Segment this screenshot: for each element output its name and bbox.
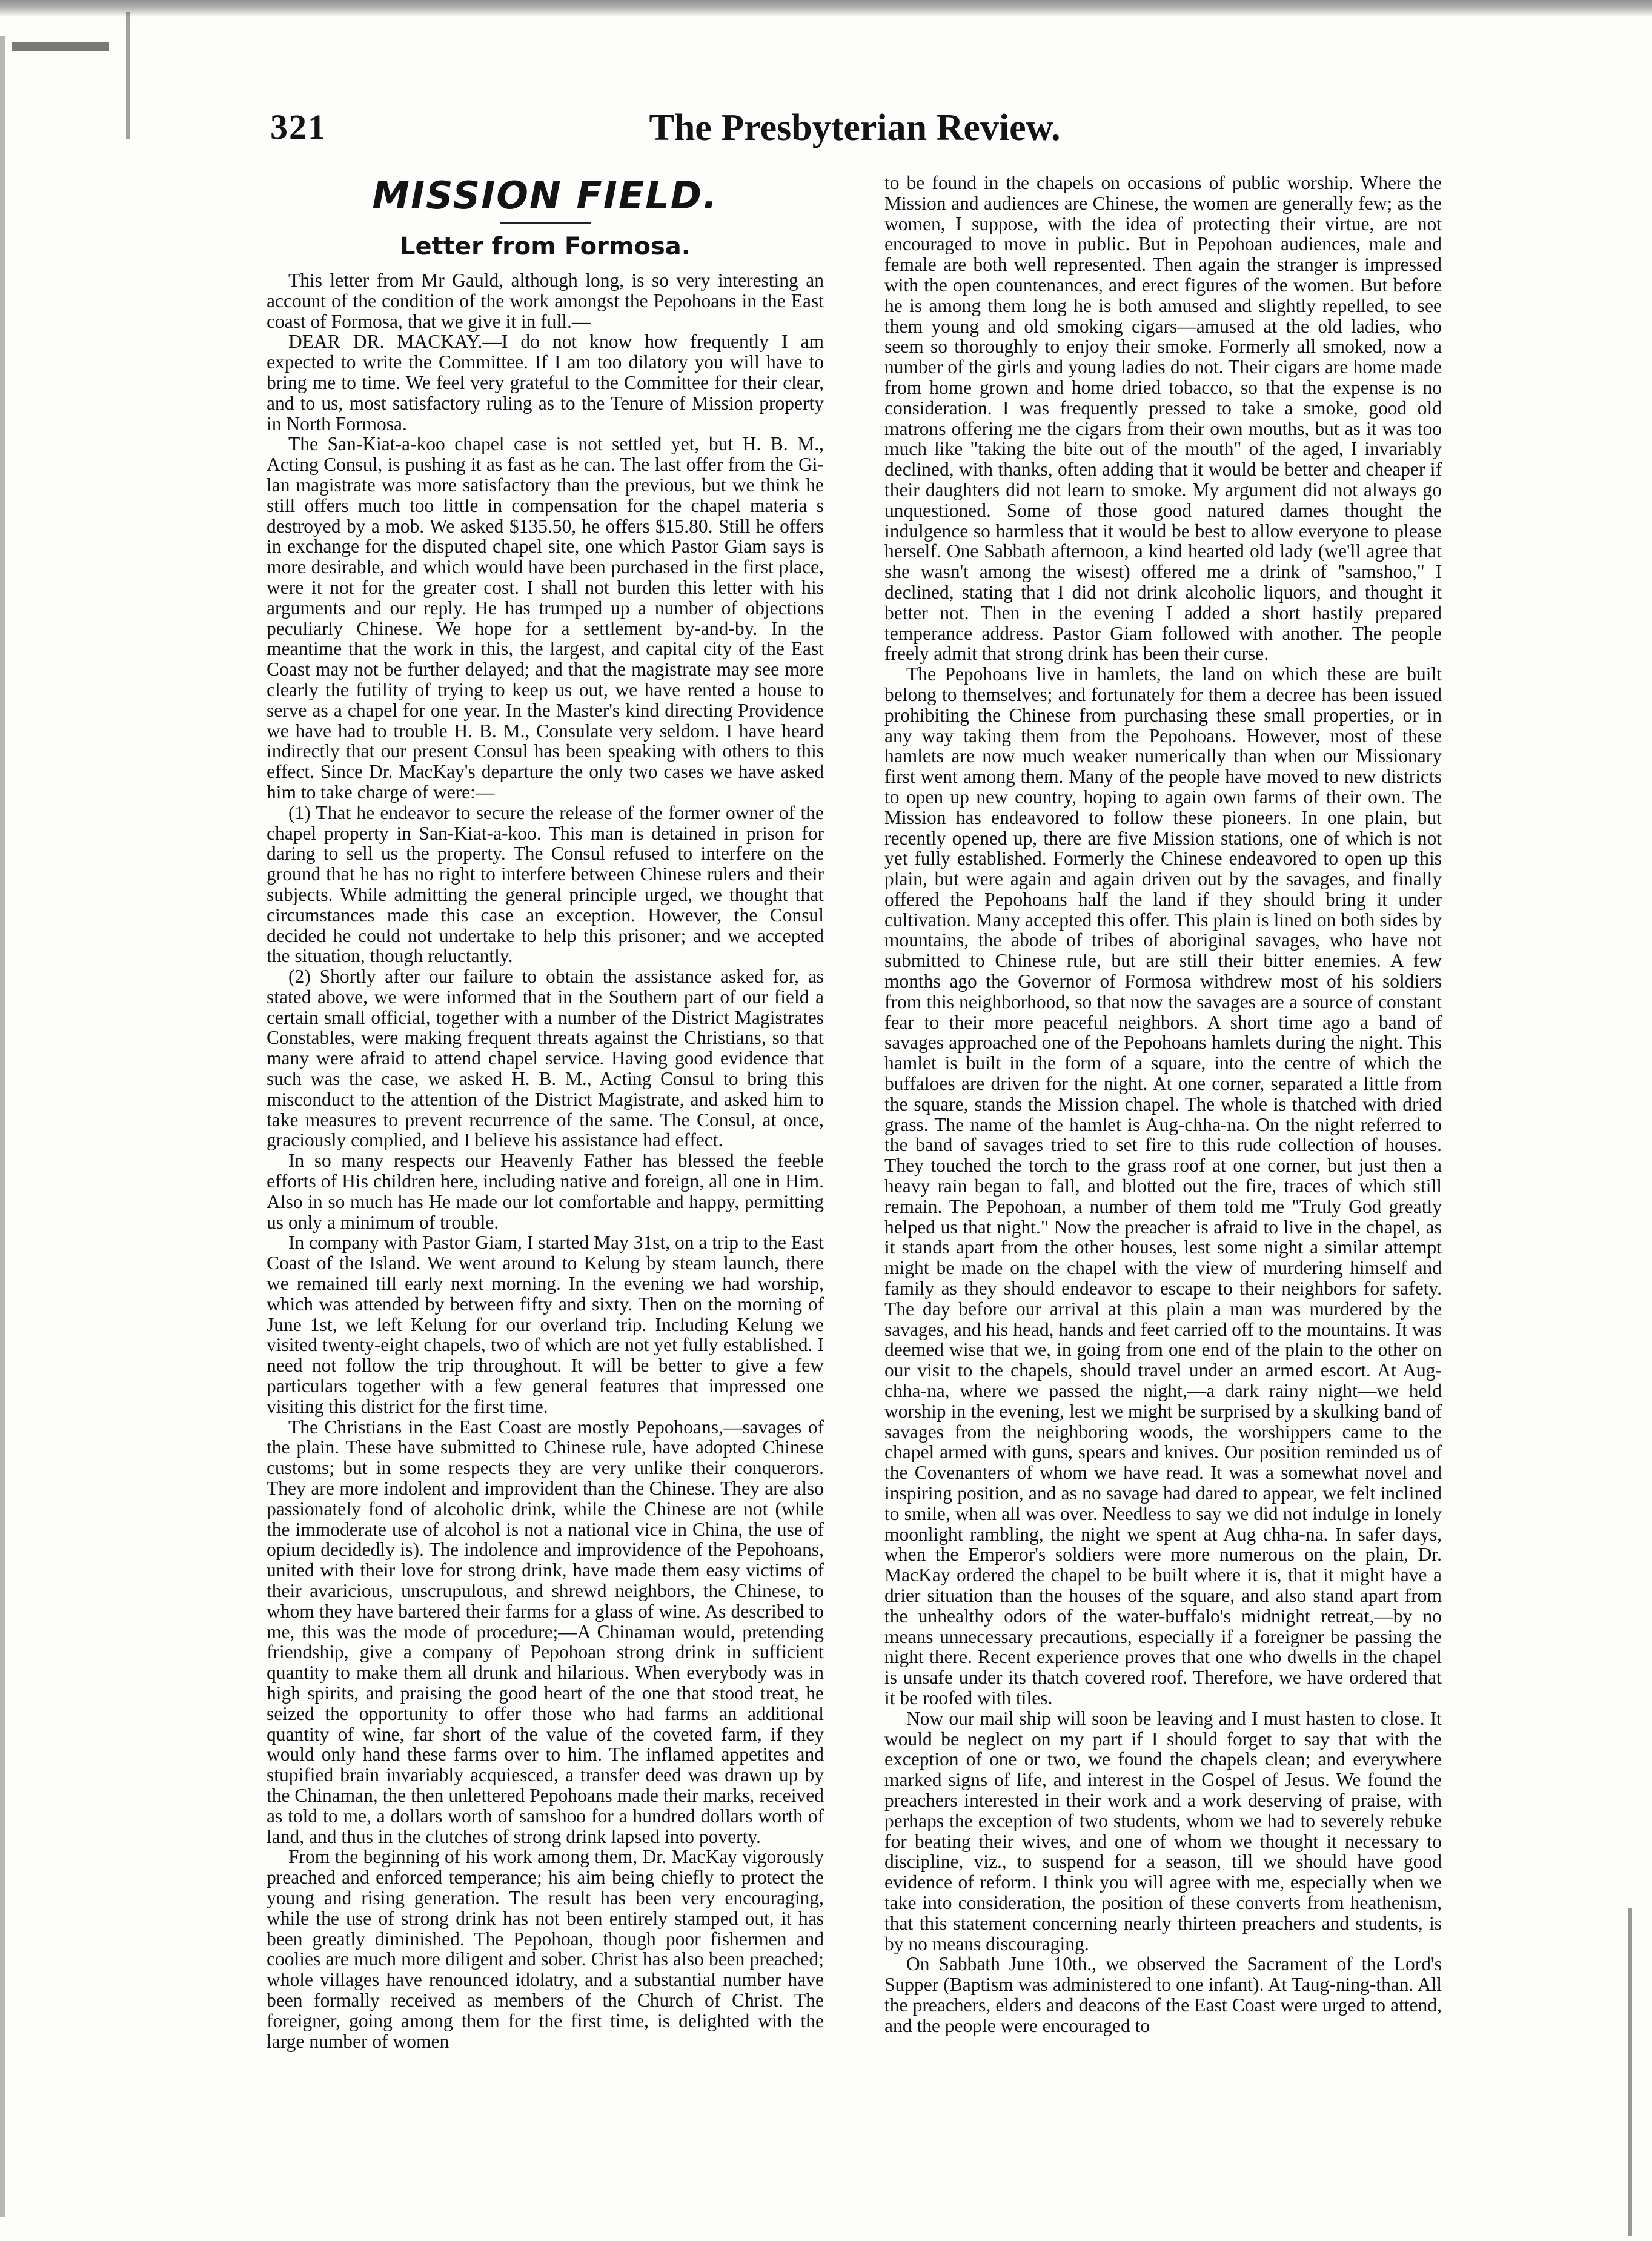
page-number: 321 — [270, 107, 327, 147]
right-column — [884, 173, 1442, 2036]
scan-edge-top — [0, 0, 1652, 17]
article-paragraph: DEAR DR. MACKAY.—I do not know how frequently I am expected to write the Committee. If I am too dilatory you will have to bring me to time. We feel very grateful to the Committee for their clear, and to us, most satisfactory ruling as to the Tenure of Mission property in North Formosa. — [267, 331, 824, 434]
section-heading: MISSION FIELD. — [372, 173, 718, 217]
article-paragraph: This letter from Mr Gauld, although long, is so very interesting an account of the condition of the work amongst the Pepohoans in the East coast of Formosa, that we give it in full.— — [267, 270, 824, 332]
article-paragraph: (2) Shortly after our failure to obtain the assistance asked for, as stated above, we were informed that in the Southern part of our field a certain small official, together with a number of the District Magistrates Constables, were making frequent threats against the Christians, so that many were afraid to attend chapel service. Having good evidence that such was the case, we asked H. B. M., Acting Consul to bring this misconduct to the attention of the District Magistrate, and asked him to take measures to prevent recurrence of the same. The Consul, at once, graciously complied, and I believe his assistance had effect. — [267, 966, 824, 1151]
article-paragraph: The Christians in the East Coast are mostly Pepohoans,—savages of the plain. These have submitted to Chinese rule, have adopted Chinese customs; but in some respects they are very unlike their conquerors. They are more indolent and improvident than the Chinese. They are also passionately fond of alcoholic drink, while the Chinese are not (while the immoderate use of alcohol is not a national vice in China, the use of opium decidedly is). The indolence and improvidence of the Pepohoans, united with their love for strong drink, have made them easy victims of their avaricious, unscrupulous, and shrewd neighbors, the Chinese, to whom they have bartered their farms for a glass of wine. As described to me, this was the mode of procedure;—A Chinaman would, pretending friendship, give a company of Pepohoan strong drink in sufficient quantity to make them all drunk and hilarious. When everybody was in high spirits, and praising the good heart of the one that stood treat, he seized the opportunity to offer those who had farms an additional quantity of wine, far short of the value of the coveted farm, if they would only hand these farms over to him. The inflamed appetites and stupified brain invariably acquiesced, a transfer deed was drawn up by the Chinaman, the then unlettered Pepohoans made their marks, received as told to me, a dollars worth of samshoo for a hundred dollars worth of land, and thus in the clutches of strong drink lapsed into poverty. — [267, 1416, 824, 1847]
article-paragraph: (1) That he endeavor to secure the release of the former owner of the chapel property in San-Kiat-a-koo. This man is detained in prison for daring to sell us the property. The Consul refused to interfere on the ground that he has no right to interfere between Chinese rulers and their subjects. While admitting the general principle urged, we thought that circumstances made this case an exception. However, the Consul decided he could not undertake to help this prisoner; and we accepted the situation, though reluctantly. — [267, 802, 824, 967]
scan-edge-right — [1628, 1908, 1632, 2236]
article-paragraph: In so many respects our Heavenly Father has blessed the feeble efforts of His children here, including native and foreign, all one in Him. Also in so much has He made our lot comfortable and happy, permitting us only a minimum of trouble. — [267, 1150, 824, 1233]
article-paragraph: The Pepohoans live in hamlets, the land on which these are built belong to themselves; and fortunately for them a decree has been issued prohibiting the Chinese from purchasing these small properties, or in any way taking them from the Pepohoans. However, most of these hamlets are now much weaker numerically than when our Missionary first went among them. Many of the people have moved to new districts to open up new country, hoping to again own farms of their own. The Mission has endeavored to follow these pioneers. In one plain, but recently opened up, there are five Mission stations, one of which is not yet fully established. Formerly the Chinese endeavored to open up this plain, but were again and again driven out by the savages, and finally offered the Pepohoans half the land if they should bring it under cultivation. Many accepted this offer. This plain is lined on both sides by mountains, the abode of tribes of aboriginal savages, who have not submitted to Chinese rule, but are still their bitter enemies. A few months ago the Governor of Formosa withdrew most of his soldiers from this neighborhood, so that now the savages are a source of constant fear to their more peaceful neighbors. A short time ago a band of savages approached one of the Pepohoans hamlets during the night. This hamlet is built in the form of a square, into the centre of which the buffaloes are driven for the night. At one corner, separated a little from the square, stands the Mission chapel. The whole is thatched with dried grass. The name of the hamlet is Aug-chha-na. On the night referred to the band of savages tried to set fire to this rude collection of houses. They touched the torch to the grass roof at one corner, but just then a heavy rain began to fall, and blotted out the fire, traces of which still remain. The Pepohoan, a number of them told me "Truly God greatly helped us that night." Now the preacher is afraid to live in the chapel, as it stands apart from the other houses, lest some night a similar attempt might be made on the chapel with the view of murdering himself and family as they should endeavor to escape to their neighbors for safety. The day before our arrival at this plain a man was murdered by the savages, and his head, hands and feet carried off to the mountains. It was deemed wise that we, in going from one end of the plain to the other on our visit to the chapels, should travel under an armed escort. At Aug-chha-na, where we passed the night,—a dark rainy night—we held worship in the evening, lest we might be surprised by a skulking band of savages from the neighboring woods, the worshippers came to the chapel armed with guns, spears and knives. Our position reminded us of the Covenanters of whom we have read. It was a somewhat novel and inspiring position, and as no savage had dared to appear, we felt inclined to smile, when all was over. Needless to say we did not indulge in lonely moonlight rambling, the night we spent at Aug chha-na. In safer days, when the Emperor's soldiers were more numerous on the plain, Dr. MacKay ordered the chapel to be built where it is, that it might have a drier situation than the houses of the square, and also stand apart from the unhealthy odors of the water-buffalo's midnight retreat,—by no means unnecessary precautions, especially if a foreigner be passing the night there. Recent experience proves that one who dwells in the chapel is unsafe under its thatch covered roof. Therefore, we have ordered that it be roofed with tiles. — [884, 663, 1442, 1708]
scan-edge-left — [0, 36, 5, 2217]
article-paragraph: to be found in the chapels on occasions of public worship. Where the Mission and audiences are Chinese, the women are generally few; as the women, I suppose, with the idea of protecting their virtue, are not encouraged to move in public. But in Pepohoan audiences, male and female are both well represented. Then again the stranger is impressed with the open countenances, and erect figures of the women. But before he is among them long he is both amused and slightly repelled, to see them young and old smoking cigars—amused at the old ladies, who seem so thoroughly to enjoy their smoke. Formerly all smoked, now a number of the girls and young ladies do not. Their cigars are home made from home grown and home dried tobacco, so that the expense is no consideration. I was frequently pressed to take a smoke, good old matrons offering me the cigars from their own mouths, but as it was too much like "taking the bite out of the mouth" of the aged, I invariably declined, with thanks, often adding that it would be better and cheaper if their daughters did not learn to smoke. My argument did not always go unquestioned. Some of those good natured dames thought the indulgence so harmless that it would be best to allow everyone to please herself. One Sabbath afternoon, a kind hearted old lady (we'll agree that she wasn't among the wisest) offered me a drink of "samshoo," I declined, stating that I did not drink alcoholic liquors, and thought it better not. Then in the evening I added a short hastily prepared temperance address. Pastor Giam followed with another. The people freely admit that strong drink has been their curse. — [884, 172, 1442, 665]
left-column — [267, 173, 824, 2051]
scan-mark-vertical — [126, 12, 130, 139]
running-head — [270, 107, 1439, 155]
journal-title: The Presbyterian Review. — [649, 107, 1061, 148]
article-paragraph: In company with Pastor Giam, I started May 31st, on a trip to the East Coast of the Island. We went around to Kelung by steam launch, there we remained till early next morning. In the evening we had worship, which was attended by between fifty and sixty. Then on the morning of June 1st, we left Kelung for our overland trip. Including Kelung we visited twenty-eight chapels, two of which are not yet fully established. I need not follow the trip throughout. It will be better to give a few particulars together with a few general features that impressed one visiting this district for the first time. — [267, 1232, 824, 1417]
article-paragraph: The San-Kiat-a-koo chapel case is not settled yet, but H. B. M., Acting Consul, is pushing it as fast as he can. The last offer from the Gi-lan magistrate was more satisfactory than the previous, but we think he still offers much too little in compensation for the chapel materia s destroyed by a mob. We asked $135.50, he offers $15.80. Still he offers in exchange for the disputed chapel site, one which Pastor Giam says is more desirable, and which would have been purchased in the first place, were it not for the greater cost. I shall not burden this letter with his arguments and our reply. He has trumped up a number of objections peculiarly Chinese. We hope for a settlement by-and-by. In the meantime that the work in this, the largest, and capital city of the East Coast may not be further delayed; and that the magistrate may see more clearly the futility of trying to keep us out, we have rented a house to serve as a chapel for one year. In the Master's kind directing Providence we have had to trouble H. B. M., Consulate very seldom. I have heard indirectly that our present Consul has been speaking with others to this effect. Since Dr. MacKay's departure the only two cases we have asked him to take charge of were:— — [267, 433, 824, 803]
scan-mark — [12, 42, 109, 51]
article-paragraph: On Sabbath June 10th., we observed the Sacrament of the Lord's Supper (Baptism was administered to one infant). At Taug-ning-than. All the preachers, elders and deacons of the East Coast were urged to attend, and the people were encouraged to — [884, 1953, 1442, 2036]
article-paragraph: From the beginning of his work among them, Dr. MacKay vigorously preached and enforced temperance; his aim being chiefly to protect the young and rising generation. The result has been very encouraging, while the use of strong drink has not been entirely stamped out, it has been greatly diminished. The Pepohoan, though poor fishermen and coolies are much more diligent and sober. Christ has also been preached; whole villages have renounced idolatry, and a substantial number have been formally received as members of the Church of Christ. The foreigner, going among them for the first time, is delighted with the large number of women — [267, 1846, 824, 2052]
heading-rule — [500, 222, 591, 224]
article-title: Letter from Formosa. — [400, 233, 691, 261]
article-paragraph: Now our mail ship will soon be leaving and I must hasten to close. It would be neglect on my part if I should forget to say that with the exception of one or two, we found the chapels clean; and everywhere marked signs of life, and interest in the Gospel of Jesus. We found the preachers interested in their work and a work deserving of praise, with perhaps the exception of two students, whom we had to severely rebuke for beating their wives, and one of whom we thought it necessary to discipline, viz., to suspend for a season, till we should have good evidence of reform. I think you will agree with me, especially when we take into consideration, the position of these converts from heathenism, that this statement concerning nearly thirteen preachers and students, is by no means discouraging. — [884, 1707, 1442, 1954]
